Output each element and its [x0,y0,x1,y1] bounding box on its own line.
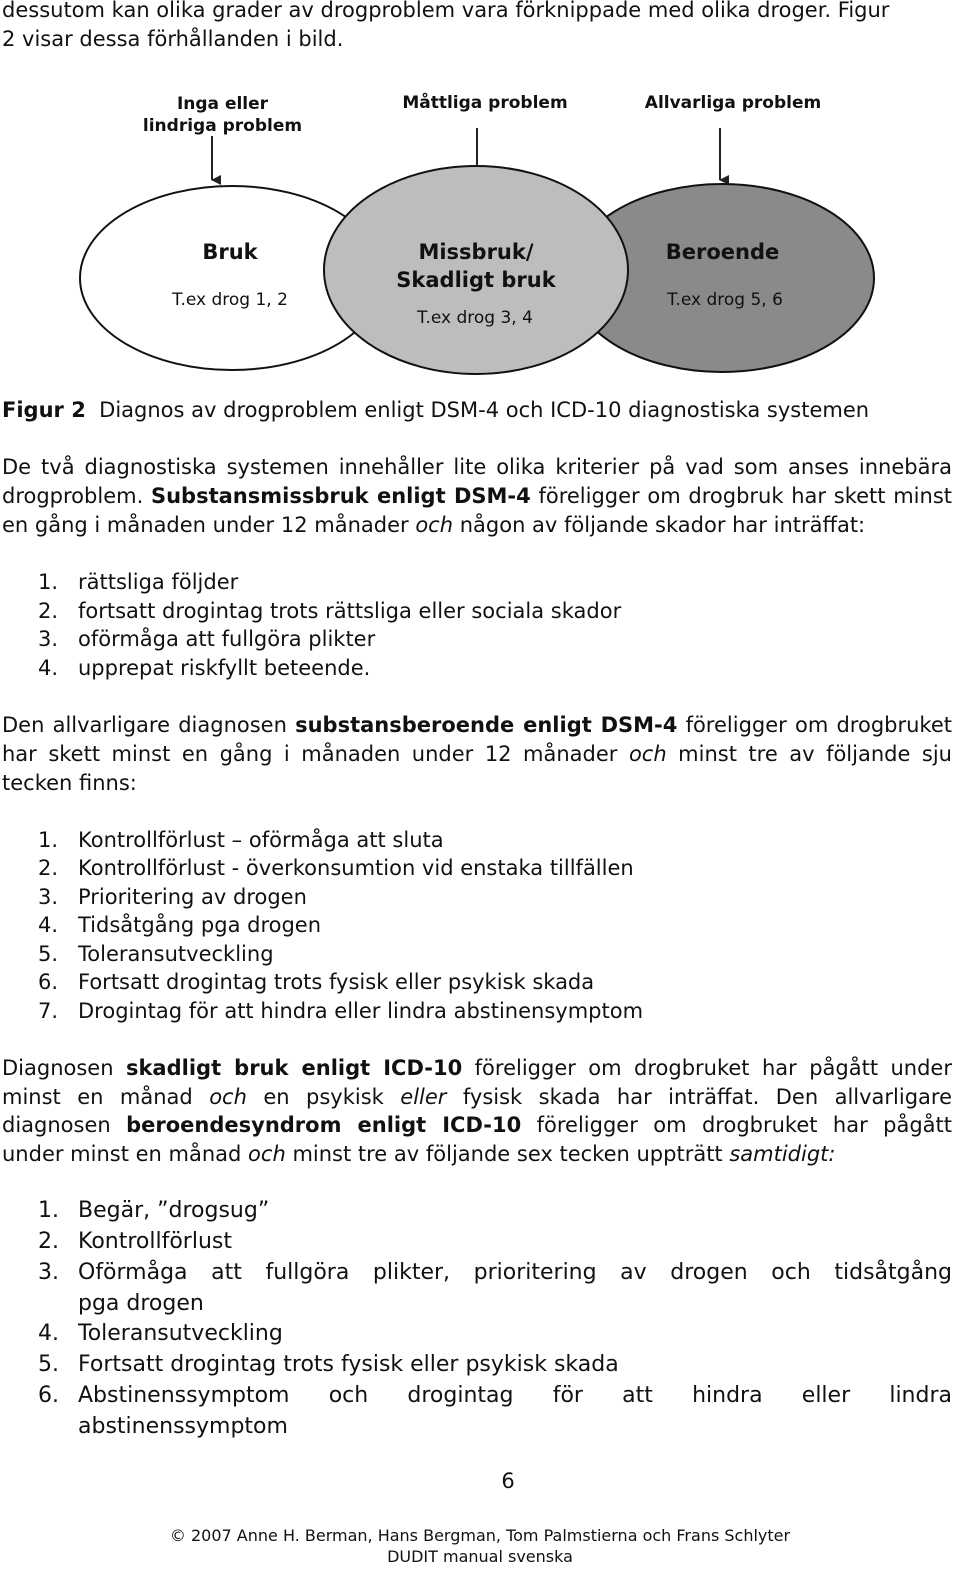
item-text: rättsliga följder [78,570,239,594]
item-text: Drogintag för att hindra eller lindra abstinensymptom [78,999,644,1023]
ellipse-abuse-title: Missbruk/ Skadligt bruk [396,240,556,292]
para1-line-3 [2,511,865,540]
item-text: Oförmåga att fullgöra plikter, prioritering av drogen och tidsåtgång [78,1260,952,1285]
text: någon av följande skador har inträffat: [453,513,866,537]
para2-line-3: tecken finns: [2,771,137,795]
item-text: Fortsatt drogintag trots fysisk eller psykisk skada [78,970,595,994]
para3-line-2 [2,1083,952,1112]
label-severe-problems: Allvarliga problem [644,93,822,113]
bold-text: substansberoende enligt DSM-4 [295,713,678,737]
caption-text: Diagnos av drogproblem enligt DSM-4 och ICD-10 diagnostiska systemen [99,398,870,422]
para2-line-1 [2,711,952,740]
ellipse-abuse-subtitle: T.ex drog 3, 4 [417,308,533,328]
bold-text: beroendesyndrom enligt ICD-10 [126,1113,522,1137]
item-text: Fortsatt drogintag trots fysisk eller psykisk skada [78,1352,619,1377]
item-text: Kontrollförlust – oförmåga att sluta [78,828,444,852]
item-number: 4. [38,913,59,937]
item-text: oförmåga att fullgöra plikter [78,627,376,651]
intro-line-2: 2 visar dessa förhållanden i bild. [2,27,344,51]
para3-line-3 [2,1111,952,1140]
item-number: 5. [38,942,59,966]
intro-line-1: dessutom kan olika grader av drogproblem vara förknippade med olika droger. Figur [2,0,890,22]
item-text: Kontrollförlust [78,1229,232,1254]
item-number: 2. [38,856,59,880]
text: föreligger om drogbruket [677,713,952,737]
italic-text: och [248,1142,286,1166]
text: en gång i månaden under 12 månader [2,513,416,537]
item-text: fortsatt drogintag trots rättsliga eller sociala skador [78,599,622,623]
text: föreligger om drogbruket har pågått under [462,1056,952,1080]
bold-text: skadligt bruk enligt ICD-10 [125,1056,463,1080]
text: under minst en månad [2,1142,249,1166]
item-text: Toleransutveckling [78,1321,283,1346]
text: har skett minst en gång i månaden under 12 månader [2,742,629,766]
item-number: 4. [38,656,59,680]
italic-text: samtidigt: [729,1142,836,1166]
para2-line-2 [2,740,952,769]
text: en psykisk [246,1085,401,1109]
para1-line-1: De två diagnostiska systemen innehåller lite olika kriterier på vad som anses innebära [2,455,952,479]
label-mild-problems: Inga eller lindriga problem [142,94,303,136]
ellipse-dependence-subtitle: T.ex drog 5, 6 [667,290,783,310]
item-text: Begär, ”drogsug” [78,1198,270,1223]
item-text: Toleransutveckling [78,942,274,966]
figure-caption [2,396,869,425]
text: Diagnosen [2,1056,126,1080]
item-number: 1. [38,570,59,594]
caption-label: Figur 2 [2,398,86,422]
ellipse-use-subtitle: T.ex drog 1, 2 [172,290,288,310]
item-text: upprepat riskfyllt beteende. [78,656,371,680]
ellipse-use-title: Bruk [202,240,258,264]
item-number: 1. [38,828,59,852]
item-text: Tidsåtgång pga drogen [78,913,322,937]
italic-text: eller [400,1085,447,1109]
item-number: 3. [38,885,59,909]
item-number: 2. [38,599,59,623]
para1-line-2 [2,482,952,511]
italic-text: och [415,513,454,537]
text: föreligger om drogbruket har pågått [521,1113,952,1137]
item-text: Abstinenssymptom och drogintag för att hindra eller lindra [78,1383,952,1408]
text: minst tre av följande sju [666,742,952,766]
bold-text: Substansmissbruk enligt DSM-4 [150,484,531,508]
item-text: abstinenssymptom [78,1414,288,1439]
para3-line-1 [2,1054,952,1083]
item-text: Prioritering av drogen [78,885,307,909]
item-number: 4. [38,1321,59,1346]
text: Den allvarligare diagnosen [2,713,296,737]
item-number: 3. [38,1260,59,1285]
page-number: 6 [501,1469,515,1493]
text: föreligger om drogbruk har skett minst [530,484,952,508]
item-number: 6. [38,970,59,994]
footer-manual: DUDIT manual svenska [387,1547,573,1566]
text: diagnosen [2,1113,127,1137]
italic-text: och [628,742,667,766]
item-number: 1. [38,1198,59,1223]
text: minst en månad [2,1085,210,1109]
para3-line-4 [2,1140,835,1169]
item-number: 2. [38,1229,59,1254]
item-number: 5. [38,1352,59,1377]
italic-text: och [209,1085,247,1109]
item-number: 3. [38,627,59,651]
item-text: pga drogen [78,1291,204,1316]
text: minst tre av följande sex tecken uppträtt [285,1142,730,1166]
item-text: Kontrollförlust - överkonsumtion vid enstaka tillfällen [78,856,634,880]
item-number: 6. [38,1383,59,1408]
item-number: 7. [38,999,59,1023]
text: fysisk skada har inträffat. Den allvarligare [446,1085,953,1109]
footer-copyright: © 2007 Anne H. Berman, Hans Bergman, Tom Palmstierna och Frans Schlyter [169,1526,791,1545]
label-moderate-problems: Måttliga problem [402,93,568,113]
ellipse-dependence-title: Beroende [665,240,780,264]
text: drogproblem. [2,484,151,508]
